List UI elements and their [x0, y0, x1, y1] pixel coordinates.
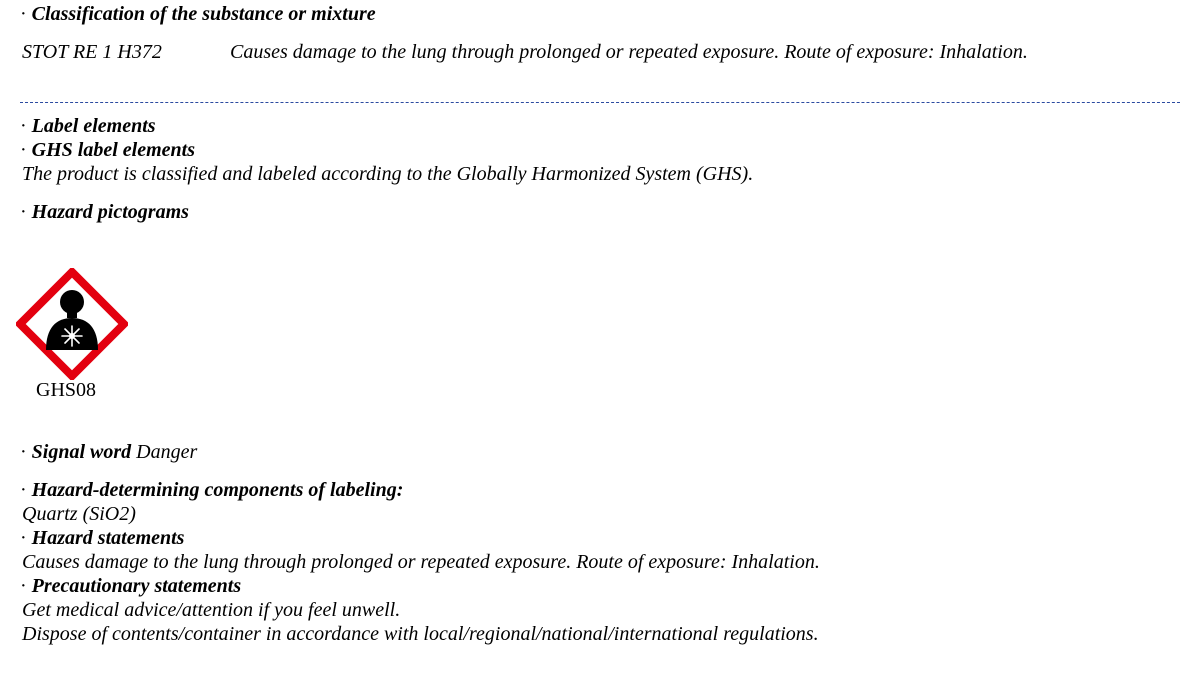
ghs-label-text: The product is classified and labeled according to the Globally Harmonized System (GHS). — [22, 163, 754, 185]
classification-text: Causes damage to the lung through prolonged or repeated exposure. Route of exposure: Inhalation. — [230, 41, 1028, 63]
precautionary-statement-item: Dispose of contents/container in accordance with local/regional/national/international regulations. — [22, 623, 819, 645]
classification-heading: Classification of the substance or mixture — [31, 3, 376, 25]
pictogram-code: GHS08 — [36, 379, 97, 401]
hazard-pictograms-line — [20, 200, 189, 224]
ghs-label-heading: GHS label elements — [31, 139, 195, 161]
precautionary-statement-item: Get medical advice/attention if you feel unwell. — [22, 599, 401, 621]
bullet: · — [20, 441, 27, 463]
signal-word-heading: Signal word — [31, 441, 132, 463]
label-elements-heading: Label elements — [31, 115, 156, 137]
hazard-component-item: Quartz (SiO2) — [22, 503, 136, 525]
bullet: · — [20, 575, 27, 597]
classification-heading-line — [20, 2, 376, 26]
hazard-pictograms-heading: Hazard pictograms — [31, 201, 189, 223]
hazard-components-heading: Hazard-determining components of labeling: — [31, 479, 404, 501]
signal-word-line — [20, 440, 197, 464]
section-separator — [20, 102, 1180, 103]
label-elements-line — [20, 114, 156, 138]
hazard-statement-item: Causes damage to the lung through prolonged or repeated exposure. Route of exposure: Inhalation. — [22, 551, 820, 573]
precautionary-statements-heading: Precautionary statements — [31, 575, 242, 597]
bullet: · — [20, 3, 27, 25]
bullet: · — [20, 139, 27, 161]
bullet: · — [20, 527, 27, 549]
bullet: · — [20, 479, 27, 501]
precautionary-statements-line — [20, 574, 241, 598]
signal-word-value: Danger — [136, 441, 198, 463]
hazard-statements-heading: Hazard statements — [31, 527, 185, 549]
bullet: · — [20, 115, 27, 137]
health-hazard-icon — [16, 268, 128, 380]
ghs-label-line — [20, 138, 195, 162]
hazard-statements-line — [20, 526, 184, 550]
bullet: · — [20, 201, 27, 223]
hazard-components-line — [20, 478, 403, 502]
classification-code: STOT RE 1 H372 — [22, 41, 162, 63]
